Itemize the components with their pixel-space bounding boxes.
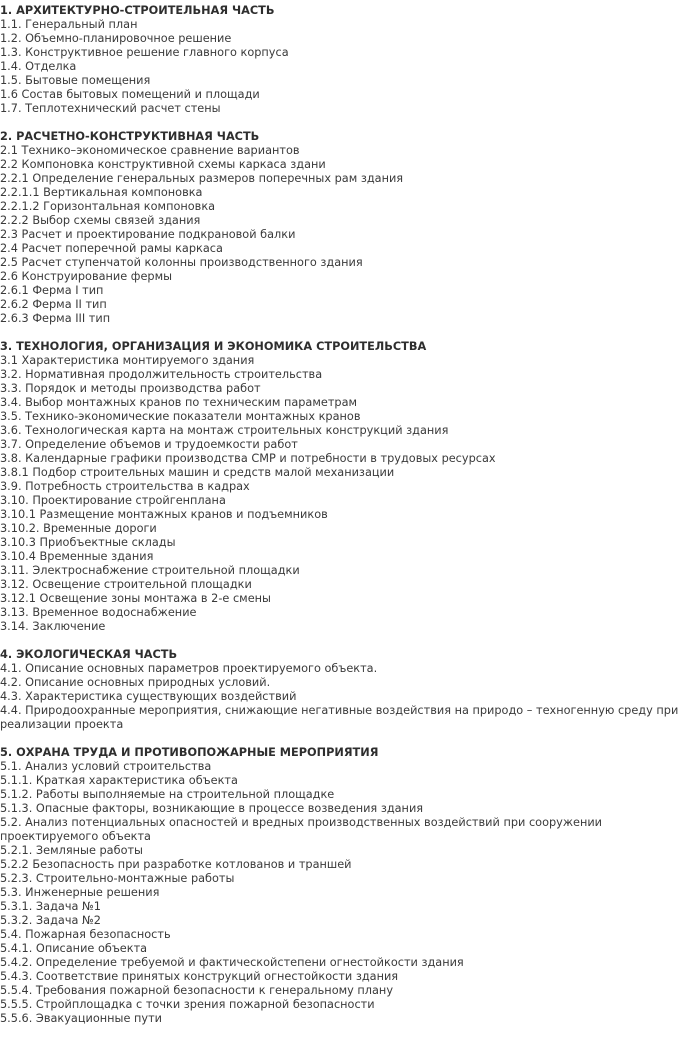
section-title: 4. ЭКОЛОГИЧЕСКАЯ ЧАСТЬ	[0, 648, 178, 661]
section-title: 5. ОХРАНА ТРУДА И ПРОТИВОПОЖАРНЫЕ МЕРОПРИЯТИЯ	[0, 746, 379, 759]
toc-item: 3.10.4 Временные здания	[0, 550, 154, 563]
toc-item: 5.1.3. Опасные факторы, возникающие в процессе возведения здания	[0, 802, 424, 815]
toc-item: 1.2. Объемно-планировочное решение	[0, 32, 232, 45]
toc-item: 2.2.1.1 Вертикальная компоновка	[0, 186, 203, 199]
toc-item: 3.2. Нормативная продолжительность строительства	[0, 368, 323, 381]
toc-item: 3.4. Выбор монтажных кранов по техническим параметрам	[0, 396, 358, 409]
toc-item: 3.6. Технологическая карта на монтаж строительных конструкций здания	[0, 424, 449, 437]
toc-item: 2.2 Компоновка конструктивной схемы каркаса здани	[0, 158, 326, 171]
toc-item: 1.3. Конструктивное решение главного корпуса	[0, 46, 289, 59]
toc-item: 4.1. Описание основных параметров проектируемого объекта.	[0, 662, 378, 675]
toc-item: 5.1.2. Работы выполняемые на строительной площадке	[0, 788, 335, 801]
toc-item: 3.10. Проектирование стройгенплана	[0, 494, 226, 507]
toc-item: 4.4. Природоохранные мероприятия, снижающие негативные воздействия на природо – техногенную среду при реализации проекта	[0, 704, 679, 731]
toc-item: 5.5.4. Требования пожарной безопасности к генеральному плану	[0, 984, 394, 997]
toc-item: 2.2.1.2 Горизонтальная компоновка	[0, 200, 216, 213]
toc-item: 2.2.1 Определение генеральных размеров поперечных рам здания	[0, 172, 404, 185]
toc-item: 1.7. Теплотехнический расчет стены	[0, 102, 221, 115]
toc-item: 2.1 Технико–экономическое сравнение вариантов	[0, 144, 300, 157]
toc-item: 2.3 Расчет и проектирование подкрановой балки	[0, 228, 296, 241]
toc-section	[0, 648, 700, 732]
toc-item: 5.2.2 Безопасность при разработке котлованов и траншей	[0, 858, 352, 871]
toc-item: 2.2.2 Выбор схемы связей здания	[0, 214, 201, 227]
section-title: 2. РАСЧЕТНО-КОНСТРУКТИВНАЯ ЧАСТЬ	[0, 130, 260, 143]
toc-section	[0, 130, 700, 326]
toc-item: 2.4 Расчет поперечной рамы каркаса	[0, 242, 223, 255]
toc-item: 2.6.3 Ферма III тип	[0, 312, 111, 325]
toc-item: 2.6.2 Ферма II тип	[0, 298, 107, 311]
toc-item: 5.4.3. Соответствие принятых конструкций огнестойкости здания	[0, 970, 399, 983]
toc-item: 3.12.1 Освещение зоны монтажа в 2-е смены	[0, 592, 271, 605]
toc-item: 3.3. Порядок и методы производства работ	[0, 382, 261, 395]
section-title: 3. ТЕХНОЛОГИЯ, ОРГАНИЗАЦИЯ И ЭКОНОМИКА СТРОИТЕЛЬСТВА	[0, 340, 427, 353]
toc-item: 3.5. Технико-экономические показатели монтажных кранов	[0, 410, 361, 423]
toc-item: 5.5.6. Эвакуационные пути	[0, 1012, 162, 1025]
toc-item: 3.7. Определение объемов и трудоемкости работ	[0, 438, 298, 451]
toc-item: 5.2.1. Земляные работы	[0, 844, 143, 857]
toc-item: 5.2.3. Строительно-монтажные работы	[0, 872, 235, 885]
toc-item: 5.3.1. Задача №1	[0, 900, 101, 913]
toc-item: 3.14. Заключение	[0, 620, 106, 633]
toc-section	[0, 340, 700, 634]
toc-item: 1.6 Состав бытовых помещений и площади	[0, 88, 260, 101]
toc-item: 1.1. Генеральный план	[0, 18, 138, 31]
toc-item: 4.3. Характеристика существующих воздействий	[0, 690, 297, 703]
toc-item: 5.1.1. Краткая характеристика объекта	[0, 774, 238, 787]
section-title: 1. АРХИТЕКТУРНО-СТРОИТЕЛЬНАЯ ЧАСТЬ	[0, 4, 275, 17]
toc-item: 2.6.1 Ферма I тип	[0, 284, 104, 297]
toc-item: 3.10.2. Временные дороги	[0, 522, 157, 535]
toc-item: 3.10.1 Размещение монтажных кранов и подъемников	[0, 508, 328, 521]
toc-item: 5.1. Анализ условий строительства	[0, 760, 212, 773]
toc-item: 4.2. Описание основных природных условий.	[0, 676, 271, 689]
toc-item: 2.6 Конструирование фермы	[0, 270, 173, 283]
toc-item: 3.8.1 Подбор строительных машин и средств малой механизации	[0, 466, 395, 479]
toc-item: 5.3. Инженерные решения	[0, 886, 160, 899]
toc-item: 3.8. Календарные графики производства СМР и потребности в трудовых ресурсах	[0, 452, 496, 465]
toc-item: 5.5.5. Стройплощадка с точки зрения пожарной безопасности	[0, 998, 375, 1011]
toc-item: 5.4.2. Определение требуемой и фактическойстепени огнестойкости здания	[0, 956, 464, 969]
toc-item: 5.4. Пожарная безопасность	[0, 928, 171, 941]
toc-section	[0, 4, 700, 116]
toc-item: 5.3.2. Задача №2	[0, 914, 101, 927]
toc-item: 3.13. Временное водоснабжение	[0, 606, 197, 619]
toc-item: 1.5. Бытовые помещения	[0, 74, 151, 87]
toc-item: 5.2. Анализ потенциальных опасностей и вредных производственных воздействий при сооружении проектируемого объекта	[0, 816, 603, 843]
toc-item: 5.4.1. Описание объекта	[0, 942, 148, 955]
toc-item: 2.5 Расчет ступенчатой колонны производственного здания	[0, 256, 363, 269]
toc-item: 1.4. Отделка	[0, 60, 77, 73]
toc-item: 3.1 Характеристика монтируемого здания	[0, 354, 255, 367]
table-of-contents	[0, 4, 700, 1040]
toc-item: 3.10.3 Приобъектные склады	[0, 536, 176, 549]
toc-section	[0, 746, 700, 1026]
toc-item: 3.12. Освещение строительной площадки	[0, 578, 252, 591]
toc-item: 3.11. Электроснабжение строительной площадки	[0, 564, 300, 577]
toc-item: 3.9. Потребность строительства в кадрах	[0, 480, 250, 493]
